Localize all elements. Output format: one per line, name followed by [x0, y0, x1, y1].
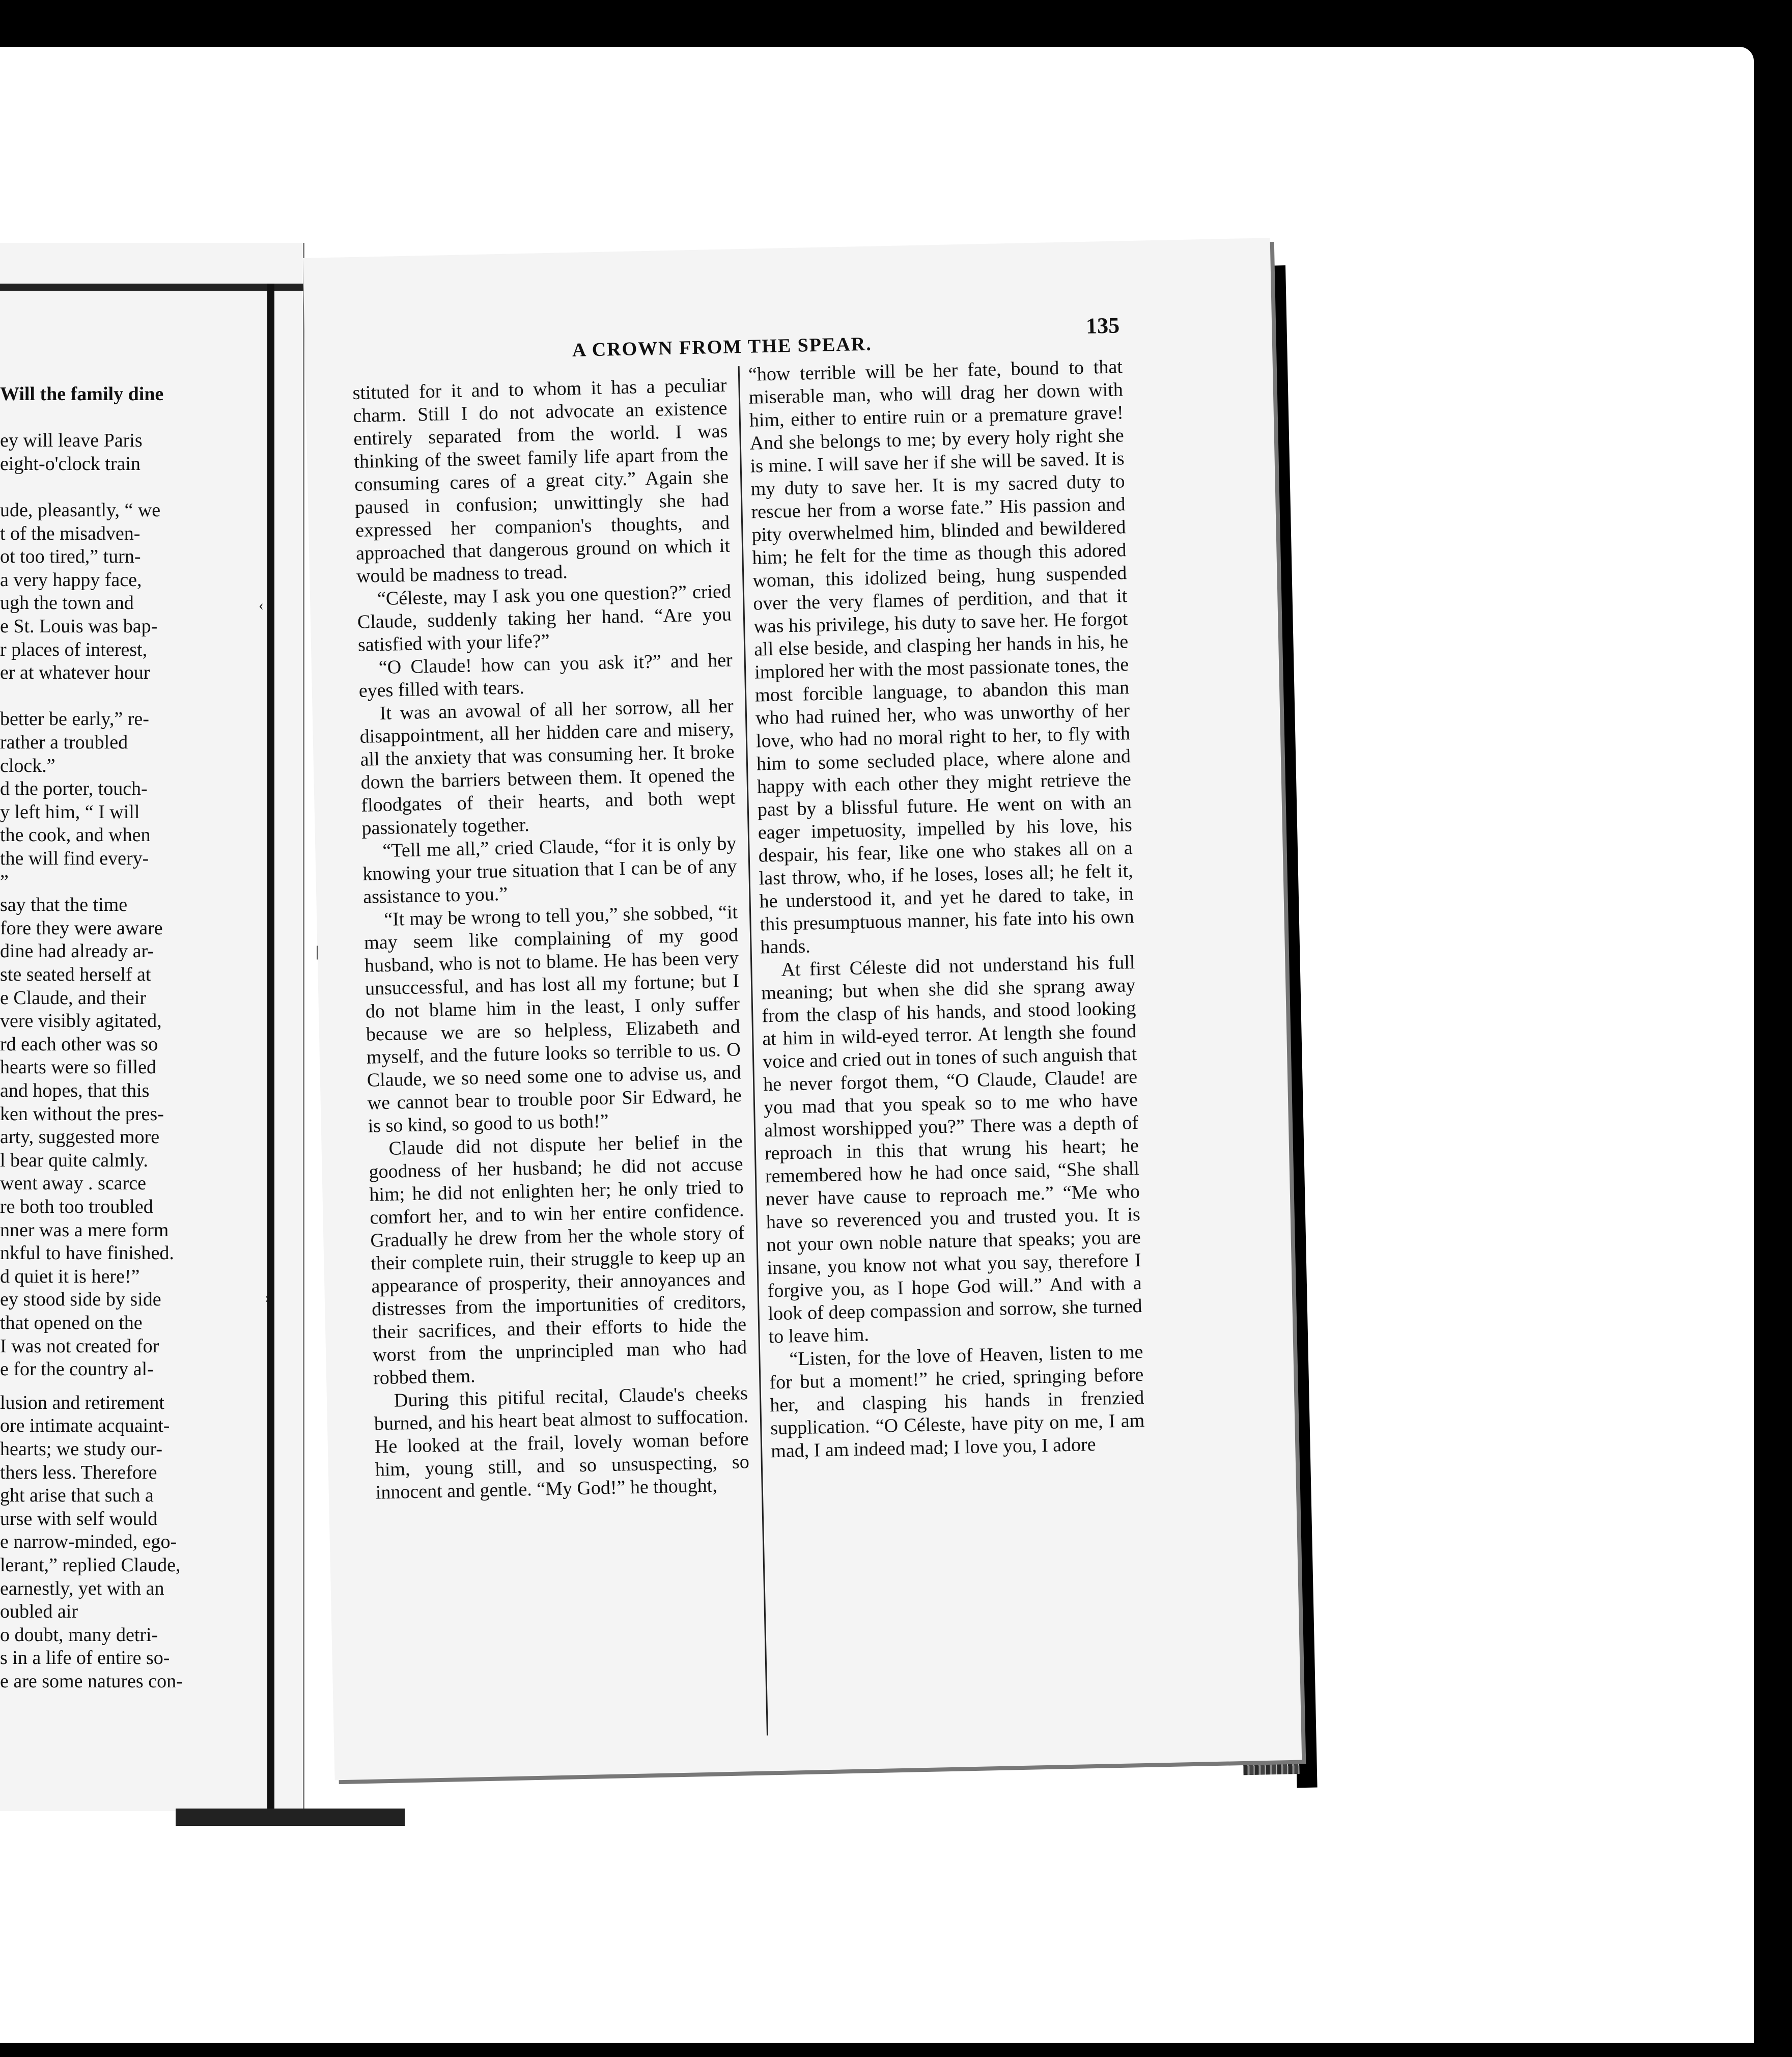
paragraph: “how terrible will be her fate, bound to that miserable man, who will drag her down with him, either to entire ruin or a premature grave! And she belongs to me; by every holy right she is mine. I will save her if she will be saved. It is my duty to save her. It is my sacred duty to rescue her from a worse fate.” His passion and pity overwhelmed him, blinded and bewildered him; he felt for the time as though this adored woman, this idolized being, hung suspended over the very flames of perdition, and that it was his privilege, his duty to save her. He forgot all else beside, and clasping her hands in his, he implored her with the most passionate tones, the most forcible language, to abandon this man who had ruined her, who was unworthy of her love, who had no moral right to her, to fly with him to some secluded place, where alone and happy with each other they might retrieve the past by a blissful future. He went on with an eager impetuosity, impelled by his love, his despair, his fear, like one who stakes all on a last throw, who, if he loses, loses all; he felt it, he understood it, and yet he dared to take, in this presumptuous manner, his fate into his own hands.: [748, 356, 1134, 958]
text-line: r places of interest,: [0, 638, 148, 660]
text-line: d the porter, touch-: [0, 778, 148, 800]
text-line: I was not created for: [0, 1335, 159, 1357]
paragraph: stituted for it and to whom it has a peculiar charm. Still I do not advocate an existence entirely separated from the world. I was thinking of the sweet family life apart from the consuming cares of a great city.” Again she paused in confusion; unwittingly she had expressed her companion's thoughts, and approached that dangerous ground on which it would be madness to tread.: [352, 374, 731, 587]
text-line: rather a troubled: [0, 732, 128, 753]
text-line: vere visibly agitated,: [0, 1010, 162, 1032]
text-line: lusion and retirement: [0, 1392, 164, 1413]
text-line: the cook, and when: [0, 824, 151, 846]
text-line: o doubt, many detri-: [0, 1624, 158, 1646]
paragraph: “It may be wrong to tell you,” she sobbed, “it may seem like complaining of my good husband, who is not to blame. He has been very unsuccessful, and has lost all my fortune; but I do not blame him in the least, I only suffer because we are so helpless, Elizabeth and myself, and the future looks so terrible to us. O Claude, we so need some one to advise us, and we cannot bear to trouble poor Sir Edward, he is so kind, so good to us both!”: [363, 901, 742, 1137]
text-line: hearts were so filled: [0, 1057, 157, 1078]
text-line: a very happy face,: [0, 569, 142, 591]
paragraph: “Céleste, may I ask you one question?” cried Claude, suddenly taking her hand. “Are you satisfied with your life?”: [357, 580, 732, 656]
margin-mark: |: [316, 943, 319, 960]
margin-mark: ‹: [259, 597, 264, 614]
text-line: urse with self would: [0, 1508, 158, 1530]
paragraph: “Listen, for the love of Heaven, listen to me for but a moment!” he cried, springing before her, and clasping his hands in frenzied supplication. “O Céleste, have pity on me, I am mad, I am indeed mad; I love you, I adore: [769, 1341, 1145, 1462]
text-line: ste seated herself at: [0, 964, 151, 985]
text-line: e Claude, and their: [0, 987, 147, 1009]
text-line: re both too troubled: [0, 1196, 153, 1217]
bottom-border: [0, 2046, 1792, 2057]
text-line: nner was a mere form: [0, 1219, 169, 1241]
text-line: Will the family dine: [0, 383, 164, 405]
text-line: t of the misadven-: [0, 522, 141, 544]
text-line: ken without the pres-: [0, 1103, 164, 1125]
text-line: that opened on the: [0, 1312, 143, 1333]
text-line: ey stood side by side: [0, 1289, 161, 1311]
text-line: ght arise that such a: [0, 1485, 154, 1507]
paragraph: At first Céleste did not understand his full meaning; but when she did she sprang away from the clasp of his hands, and stood looking at him in wild-eyed terror. At length she found voice and cried out in tones of such anguish that he never forgot them, “O Claude, Claude! are you mad that you speak so to me who have almost worshipped you?” There was a depth of reproach in this that wrung his heart; he remembered how he had once said, “She shall never have cause to reproach me.” “Me who have so reverenced you and trusted you. It is not your own noble nature that speaks; you are insane, you know not what you say, therefore I forgive you, as I hope God will.” And with a look of deep compassion and sorrow, she turned to leave him.: [761, 952, 1142, 1348]
text-line: went away . scarce: [0, 1173, 146, 1194]
cover-edge-bottom: [176, 1809, 405, 1826]
text-line: clock.”: [0, 755, 55, 776]
text-line: rd each other was so: [0, 1033, 158, 1055]
text-line: s in a life of entire so-: [0, 1647, 170, 1669]
cover-edge-top: [0, 284, 326, 291]
text-line: the will find every-: [0, 848, 149, 869]
text-line: better be early,” re-: [0, 708, 149, 730]
left-page: [0, 243, 304, 1811]
text-line: say that the time: [0, 894, 128, 916]
text-line: l bear quite calmly.: [0, 1149, 148, 1171]
text-line: er at whatever hour: [0, 662, 150, 684]
text-line: hearts; we study our-: [0, 1438, 162, 1460]
text-line: lerant,” replied Claude,: [0, 1554, 181, 1576]
text-line: y left him, “ I will: [0, 801, 140, 823]
text-line: dine had already ar-: [0, 940, 154, 962]
page-number: 135: [1085, 313, 1120, 339]
paragraph: “O Claude! how can you ask it?” and her eyes filled with tears.: [358, 649, 733, 702]
text-line: ore intimate acquaint-: [0, 1415, 170, 1437]
text-line: e for the country al-: [0, 1358, 154, 1380]
text-line: earnestly, yet with an: [0, 1577, 164, 1599]
text-column-left: [352, 374, 750, 1505]
text-line: ot too tired,” turn-: [0, 546, 141, 568]
text-line: d quiet it is here!”: [0, 1265, 140, 1287]
paragraph: Claude did not dispute her belief in the goodness of her husband; he did not accuse him; he did not enlighten her; he only tried to comfort her, and to win her entire confidence. Gradually he drew from her the whole story of their complete ruin, their struggle to keep up an appearance of prosperity, their annoyances and distresses from the importunities of creditors, their sacrifices, and their efforts to hide the worst from the unprincipled man who had robbed them.: [369, 1130, 747, 1389]
text-column-right: [748, 355, 1145, 1463]
text-line: ude, pleasantly, “ we: [0, 499, 161, 521]
text-line: e are some natures con-: [0, 1671, 183, 1692]
paragraph: “Tell me all,” cried Claude, “for it is only by knowing your true situation that I can be of any assistance to you.”: [362, 832, 737, 908]
scanned-page: [0, 47, 1754, 2043]
paragraph: It was an avowal of all her sorrow, all her disappointment, all her hidden care and misery, all the anxiety that was consuming her. It broke down the barriers between them. It opened the floodgates of their hearts, and both wept passionately together.: [359, 695, 736, 839]
text-line: ugh the town and: [0, 592, 134, 614]
text-line: e St. Louis was bap-: [0, 616, 158, 637]
text-line: ”: [0, 871, 9, 893]
text-line: ey will leave Paris: [0, 430, 143, 452]
text-line: e narrow-minded, ego-: [0, 1531, 177, 1553]
paragraph: During this pitiful recital, Claude's cheeks burned, and his heart beat almost to suffocation. He looked at the frail, lovely woman before him, young still, and so unsuspecting, so innocent and gentle. “My God!” he thought,: [374, 1382, 750, 1504]
text-line: thers less. Therefore: [0, 1461, 157, 1483]
margin-mark: ›: [265, 1289, 270, 1306]
text-line: arty, suggested more: [0, 1126, 160, 1148]
text-line: oubled air: [0, 1601, 78, 1623]
text-line: nkful to have finished.: [0, 1242, 174, 1264]
text-line: fore they were aware: [0, 917, 163, 939]
right-page: [303, 238, 1302, 1780]
book-spine: [267, 284, 274, 1811]
running-header: A CROWN FROM THE SPEAR.: [572, 333, 873, 361]
text-line: and hopes, that this: [0, 1080, 150, 1101]
text-line: eight-o'clock train: [0, 453, 141, 475]
